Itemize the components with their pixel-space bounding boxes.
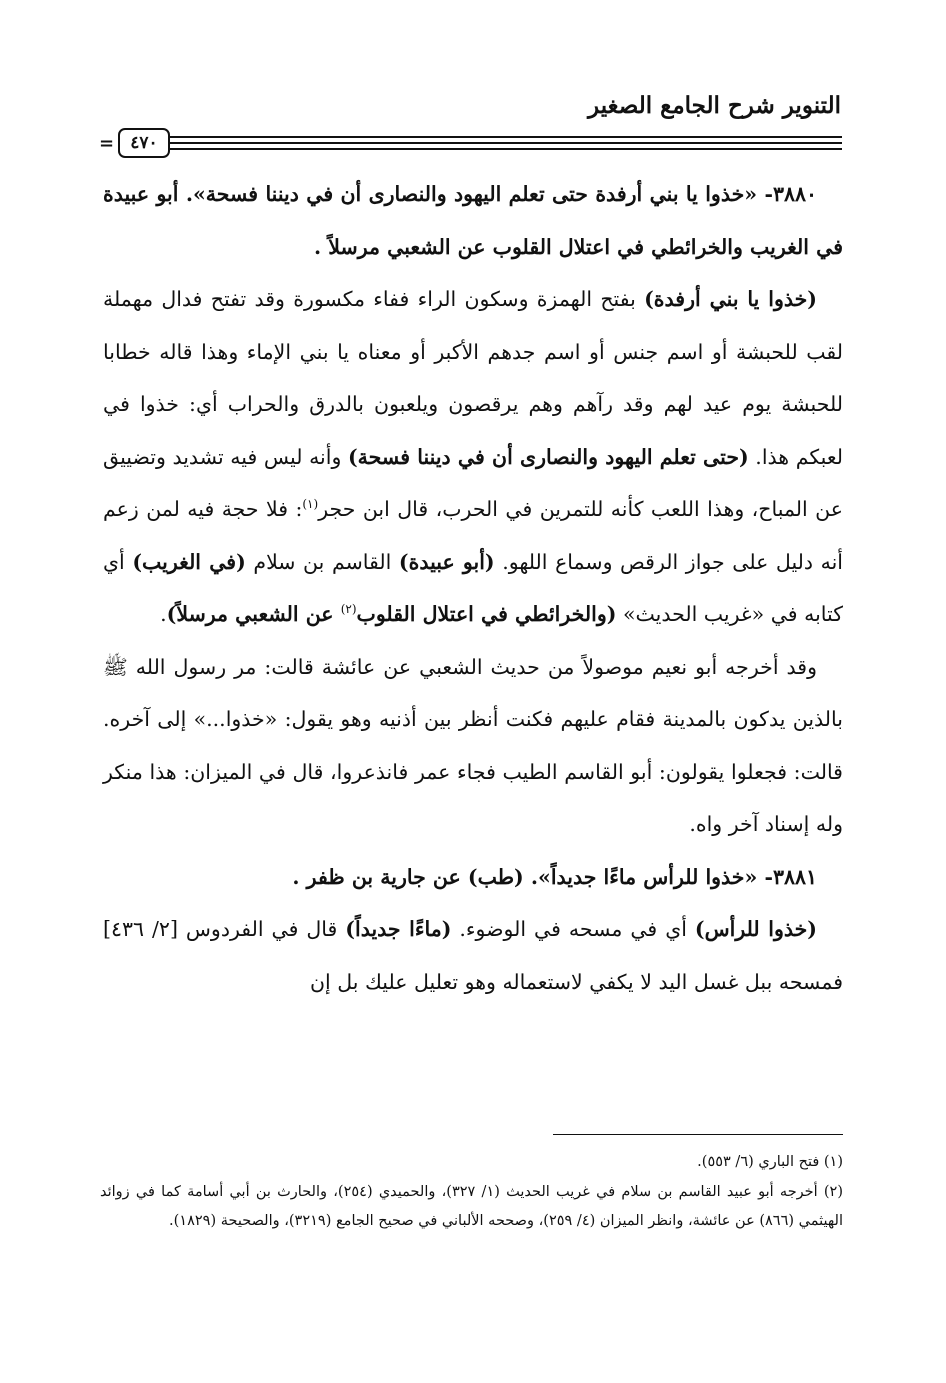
text-run: القاسم بن سلام [245,549,399,574]
commentary-paragraph: وقد أخرجه أبو نعيم موصولاً من حديث الشعبي عن عائشة قالت: مر رسول الله ﷺ بالذين يدكون بالمدينة فقام عليهم فكنت أنظر بين أذنيه وهو يقول: «خذوا...» إلى آخره. قالت: فجعلوا يقولون: أبو القاسم الطيب فجاء عمر فانذعروا، قال في الميزان: هذا منكر وله إسناد آخر واه. [103,654,843,836]
page-number-value: ٤٧٠ [130,133,158,153]
text-run: قال في الفردوس [٢/ ٤٣٦] فمسحه ببل غسل اليد لا يكفي لاستعماله وهو تعليل عليك بل إن [103,917,843,994]
page-number [118,128,170,158]
hadith-3880 [103,168,843,273]
hadith-number: ٣٨٨١- [764,864,817,889]
text-run: : فلا حجة فيه لمن زعم أنه دليل على جواز الرقص وسماع اللهو. [103,497,843,574]
text-run: . [160,602,167,626]
hadith-3881 [103,851,843,904]
bold-phrase: (خذوا للرأس) [694,917,817,941]
page-marker: = [99,133,115,154]
footnote-ref[interactable]: (١) [302,497,319,512]
footnote-1: (١) فتح الباري (٦/ ٥٥٣). [697,1154,843,1170]
header-rule [152,136,842,138]
bold-phrase: (والخرائطي في اعتلال القلوب [356,602,617,626]
footnotes [100,1148,843,1237]
header-rule [152,148,842,150]
bold-phrase: (في الغريب) [132,549,246,574]
text-run: بفتح الهمزة وسكون الراء ففاء مكسورة وقد تفتح فدال مهملة لقب للحبشة أو اسم جنس أو اسم جدهم الأكبر أو معناه يا بني الإماء وهذا قاله خطابا للحبشة يوم عيد لهم وقد رآهم وهم يرقصون ويلعبون بالدرق والحراب أي: خذوا في لعبكم هذا. [103,287,843,469]
header-rule [152,142,842,144]
bold-phrase: (خذوا يا بني أرفدة) [644,287,817,311]
commentary-paragraph [103,273,843,641]
bold-phrase: عن الشعبي مرسلاً) [166,602,341,626]
text-run: وأنه ليس فيه تشديد وتضييق عن المباح، وهذا اللعب كأنه للتمرين في الحرب، قال ابن حجر [103,444,843,521]
hadith-text: «خذوا يا بني أرفدة حتى تعلم اليهود والنصارى أن في ديننا فسحة». أبو عبيدة في الغريب والخرائطي في اعتلال القلوب عن الشعبي مرسلاً . [103,182,843,259]
hadith-number: ٣٨٨٠- [764,182,818,206]
bold-phrase: (ماءًا جديداً) [345,917,452,941]
footnote-separator [553,1134,843,1135]
hadith-text: «خذوا للرأس ماءًا جديداً». (طب) عن جارية بن ظفر . [292,864,758,889]
bold-phrase: (حتى تعلم اليهود والنصارى أن في ديننا فسحة) [347,444,749,469]
book-title: التنوير شرح الجامع الصغير [588,92,841,119]
commentary-paragraph [103,903,843,1008]
main-text [103,168,843,1008]
text-run: أي في مسحه في الوضوء. [451,917,695,941]
footnote-ref[interactable]: (٢) [340,602,357,617]
bold-phrase: (أبو عبيدة) [398,549,495,574]
footnote-2: (٢) أخرجه أبو عبيد القاسم بن سلام في غريب الحديث (١/ ٣٢٧)، والحميدي (٢٥٤)، والحارث بن أبي أسامة كما في زوائد الهيثمي (٨٦٦) عن عائشة، وانظر الميزان (٤/ ٢٥٩)، وصححه الألباني في صحيح الجامع (٣٢١٩)، والصحيحة (١٨٢٩). [100,1183,844,1229]
text-run: أي كتابه في «غريب الحديث» [103,549,843,626]
